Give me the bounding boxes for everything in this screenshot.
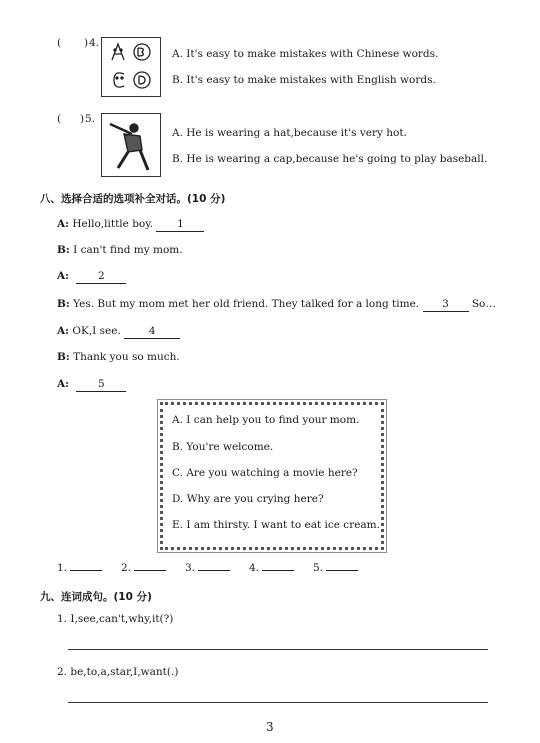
answer-blank-1[interactable]: 1 [156, 218, 204, 232]
page-number: 3 [266, 720, 274, 734]
option-e: E. I am thirsty. I want to eat ice cream. [172, 519, 380, 531]
answer-label-5: 5. [313, 562, 324, 574]
answer-label-4: 4. [249, 562, 260, 574]
answer-line-2[interactable] [68, 702, 488, 703]
dialogue-text: OK,I see. [72, 325, 121, 337]
q4-number: 4. [89, 37, 100, 49]
answer-row [249, 557, 294, 574]
q5-option-b: B. He is wearing a cap,because he's going to play baseball. [172, 153, 488, 165]
answer-blank-3[interactable]: 3 [423, 298, 469, 312]
q4-option-b: B. It's easy to make mistakes with English words. [172, 74, 436, 86]
speaker-label: B [57, 351, 66, 363]
answer-label-3: 3. [185, 562, 196, 574]
section8-title: 八、选择合适的选项补全对话。(10 分) [40, 193, 226, 205]
speaker-label: A [57, 218, 66, 230]
option-b: B. You're welcome. [172, 441, 274, 453]
answer-blank-2[interactable]: 2 [76, 270, 126, 284]
dialogue-line-4: B: Yes. But my mom met her old friend. They talked for a long time. 3 So… [57, 298, 496, 310]
q5-number: 5. [85, 113, 96, 125]
answer-row [313, 557, 358, 574]
option-c: C. Are you watching a movie here? [172, 467, 358, 479]
dialogue-text-after: So… [471, 298, 496, 310]
q5-paren-close: ) [80, 113, 85, 125]
dialogue-text: Thank you so much. [73, 351, 180, 363]
q4-paren-open: ( [57, 37, 62, 49]
q4-paren-close: ) [84, 37, 89, 49]
dialogue-line-2: B: I can't find my mom. [57, 244, 183, 256]
dialogue-text: I can't find my mom. [73, 244, 183, 256]
answer-row [121, 557, 166, 574]
answer-blank-4[interactable]: 4 [124, 325, 180, 339]
q4-option-a: A. It's easy to make mistakes with Chinese words. [172, 48, 439, 60]
answer-row [185, 557, 230, 574]
speaker-label: B [57, 244, 66, 256]
sentence-item-1: 1. I,see,can't,why,it(?) [57, 613, 174, 625]
answer-slot-3[interactable] [198, 557, 230, 571]
answer-label-2: 2. [121, 562, 132, 574]
q5-option-a: A. He is wearing a hat,because it's very hot. [172, 127, 407, 139]
speaker-label: A [57, 378, 66, 390]
option-d: D. Why are you crying here? [172, 493, 324, 505]
speaker-label: A [57, 325, 66, 337]
dialogue-line-7: A: 5 [57, 378, 126, 392]
letter-blocks-icon [101, 37, 161, 97]
dialogue-line-3: A: 2 [57, 270, 126, 284]
answer-slot-5[interactable] [326, 557, 358, 571]
answer-line-1[interactable] [68, 649, 488, 650]
dialogue-line-5: A: OK,I see. 4 [57, 325, 180, 339]
baseball-player-icon [101, 113, 161, 177]
answer-label-1: 1. [57, 562, 68, 574]
answer-slot-2[interactable] [134, 557, 166, 571]
dialogue-line-6: B: Thank you so much. [57, 351, 180, 363]
answer-slot-1[interactable] [70, 557, 102, 571]
dialogue-line-1: A: Hello,little boy. 1 [57, 218, 204, 232]
option-a: A. I can help you to find your mom. [172, 414, 360, 426]
sentence-item-2: 2. be,to,a,star,I,want(.) [57, 666, 179, 678]
speaker-label: B [57, 298, 66, 310]
q5-paren-open: ( [57, 113, 62, 125]
answer-slot-4[interactable] [262, 557, 294, 571]
dialogue-text: Hello,little boy. [72, 218, 154, 230]
dialogue-text: Yes. But my mom met her old friend. They talked for a long time. [73, 298, 420, 310]
section9-title: 九、连词成句。(10 分) [40, 591, 152, 603]
answer-row [57, 557, 102, 574]
speaker-label: A [57, 270, 66, 282]
answer-blank-5[interactable]: 5 [76, 378, 126, 392]
